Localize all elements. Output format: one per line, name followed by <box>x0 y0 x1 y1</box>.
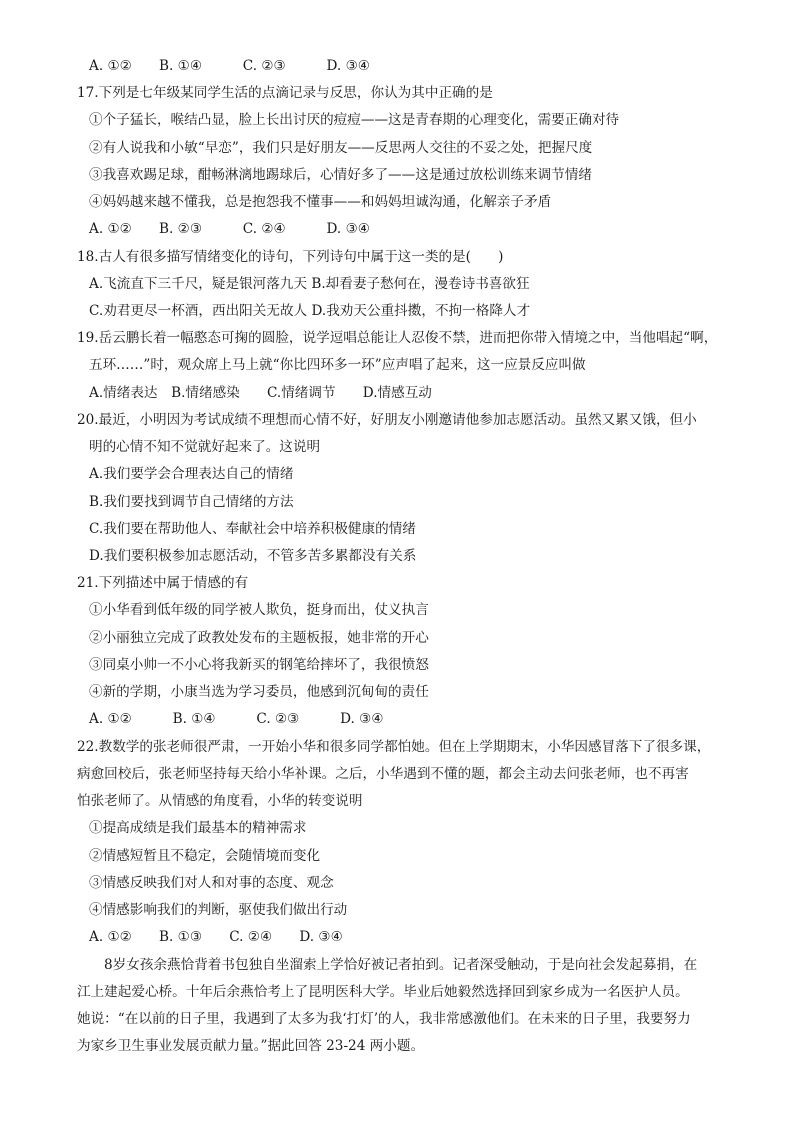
text-line: A.我们要学会合理表达自己的情绪 <box>89 466 294 482</box>
text-line: ②情感短暂且不稳定，会随情境而变化 <box>89 848 321 864</box>
text-line: ③同桌小帅一不小心将我新买的钢笔给摔坏了，我很愤怒 <box>89 657 429 673</box>
question-21-stem: 21.下列描述中属于情感的有 <box>77 575 249 591</box>
answer-choices: A. ①② B. ②③ C. ②④ D. ③④ <box>89 221 370 237</box>
text-line: D.我们要积极参加志愿活动，不管多苦多累都没有关系 <box>89 548 417 564</box>
question-22-stem: 22.教数学的张老师很严肃，一开始小华和很多同学都怕她。但在上学期期末，小华因感冒落下了很多课， <box>77 739 711 755</box>
text-line: C.我们要在帮助他人、奉献社会中培养积极健康的情绪 <box>89 521 416 537</box>
question-18-stem: 18.古人有很多描写情绪变化的诗句，下列诗句中属于这一类的是( ) <box>77 249 504 265</box>
text-line: ④新的学期，小康当选为学习委员，他感到沉甸甸的责任 <box>89 684 429 700</box>
question-17-stem: 17.下列是七年级某同学生活的点滴记录与反思，你认为其中正确的是 <box>77 85 493 101</box>
text-line: B.我们要找到调节自己情绪的方法 <box>89 494 294 510</box>
answer-choices: A. ①② B. ①③ C. ②④ D. ③④ <box>89 929 343 945</box>
text-line: ①小华看到低年级的同学被人欺负，挺身而出，仗义执言 <box>89 602 429 618</box>
text-line: A.飞流直下三千尺，疑是银河落九天 B.却看妻子愁何在，漫卷诗书喜欲狂 <box>89 276 530 292</box>
answer-choices: A. ①② B. ①④ C. ②③ D. ③④ <box>89 711 384 727</box>
text-line: C.劝君更尽一杯酒，西出阳关无故人 D.我劝天公重抖擞，不拘一格降人才 <box>89 303 531 319</box>
text-line: ②有人说我和小敏“早恋”，我们只是好朋友——反思两人交往的不妥之处，把握尺度 <box>89 140 593 156</box>
text-line: ①提高成绩是我们最基本的精神需求 <box>89 820 307 836</box>
text-line: 五环……”时，观众席上马上就“你比四环多一环”应声唱了起来，这一应景反应叫做 <box>89 357 586 373</box>
text-line: ③情感反映我们对人和对事的态度、观念 <box>89 875 334 891</box>
reading-passage: 她说：“在以前的日子里，我遇到了太多为我‘打灯’的人，我非常感激他们。在未来的日子里，我要努力 <box>77 1011 691 1027</box>
reading-passage: 江上建起爱心桥。十年后余燕恰考上了昆明医科大学。毕业后她毅然选择回到家乡成为一名医护人员。 <box>77 984 689 1000</box>
text-line: ②小丽独立完成了政教处发布的主题板报，她非常的开心 <box>89 630 429 646</box>
reading-passage: 为家乡卫生事业发展贡献力量。”据此回答 23-24 两小题。 <box>77 1038 425 1054</box>
text-line: 明的心情不知不觉就好起来了。这说明 <box>89 439 321 455</box>
text-line: A. ①② B. ①④ C. ②③ D. ③④ <box>89 58 370 74</box>
question-19-stem: 19.岳云鹏长着一幅憨态可掬的圆脸，说学逗唱总能让人忍俊不禁，进而把你带入情境之中，当他唱起“啊， <box>77 330 718 346</box>
reading-passage: 8岁女孩余燕恰背着书包独自坐溜索上学恰好被记者拍到。记者深受触动，于是向社会发起募捐，在 <box>104 957 698 973</box>
answer-choices: A.情绪表达 B.情绪感染 C.情绪调节 D.情感互动 <box>89 385 432 401</box>
text-line: ④妈妈越来越不懂我，总是抱怨我不懂事——和妈妈坦诚沟通，化解亲子矛盾 <box>89 194 552 210</box>
text-line: 怕张老师了。从情感的角度看，小华的转变说明 <box>77 793 363 809</box>
question-20-stem: 20.最近，小明因为考试成绩不理想而心情不好，好朋友小刚邀请他参加志愿活动。虽然又累又饿，但小 <box>77 412 697 428</box>
text-line: 病愈回校后，张老师坚持每天给小华补课。之后，小华遇到不懂的题，都会主动去问张老师，也不再害 <box>77 766 689 782</box>
text-line: ④情感影响我们的判断，驱使我们做出行动 <box>89 902 348 918</box>
text-line: ①个子猛长，喉结凸显，脸上长出讨厌的痘痘——这是青春期的心理变化，需要正确对待 <box>89 112 620 128</box>
text-line: ③我喜欢踢足球，酣畅淋漓地踢球后，心情好多了——这是通过放松训练来调节情绪 <box>89 167 592 183</box>
